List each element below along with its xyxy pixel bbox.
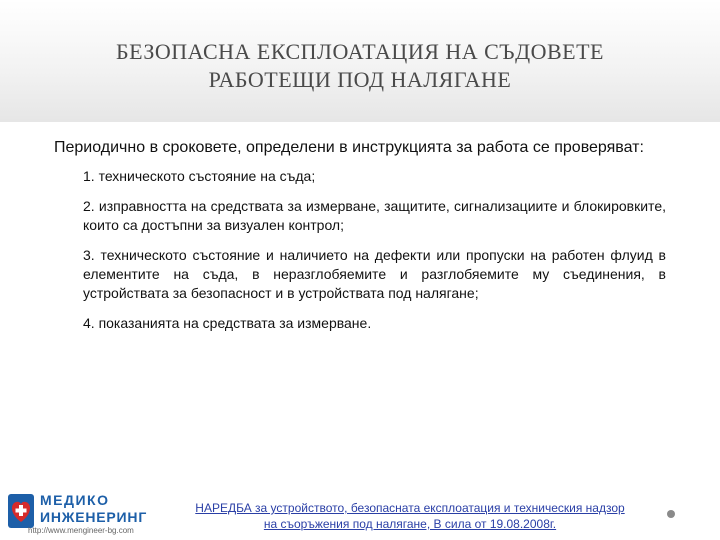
slide-title: [40, 38, 680, 94]
slide-dot-ornament: [667, 510, 675, 518]
logo-url: http://www.mengineer-bg.com: [28, 526, 134, 535]
slide-content: [54, 138, 666, 344]
logo-word-1: МЕДИКО: [40, 492, 110, 508]
company-logo: [6, 490, 152, 536]
list-item: 3. техническото състояние и наличието на дефекти или пропуски на работен флуид в елементите на съда, в неразглобяемите и разглобяемите му съединения, в устройствата за безопасност и в устройствата под налягане;: [83, 247, 666, 301]
regulation-link-line-2[interactable]: на съоръжения под налягане, В сила от 19.08.2008г.: [263, 517, 557, 531]
inspection-list: [54, 167, 666, 333]
logo-word-2: ИНЖЕНЕРИНГ: [40, 509, 148, 525]
heart-cross-icon: [6, 492, 36, 530]
slide-title-line-1: БЕЗОПАСНА ЕКСПЛОАТАЦИЯ НА СЪДОВЕТЕ: [116, 39, 604, 64]
list-item: 2. изправността на средствата за измерване, защитите, сигнализациите и блокировките, които са достъпни за визуален контрол;: [83, 198, 666, 233]
list-item: 1. техническото състояние на съда;: [83, 168, 316, 184]
slide-title-line-2: РАБОТЕЩИ ПОД НАЛЯГАНЕ: [208, 67, 512, 92]
regulation-link-line-1[interactable]: НАРЕДБА за устройството, безопасната експлоатация и техническия надзор: [195, 501, 625, 515]
regulation-link[interactable]: [150, 500, 670, 532]
list-item: 4. показанията на средствата за измерване.: [83, 315, 372, 331]
intro-paragraph: Периодично в сроковете, определени в инструкцията за работа се проверяват:: [54, 139, 644, 156]
